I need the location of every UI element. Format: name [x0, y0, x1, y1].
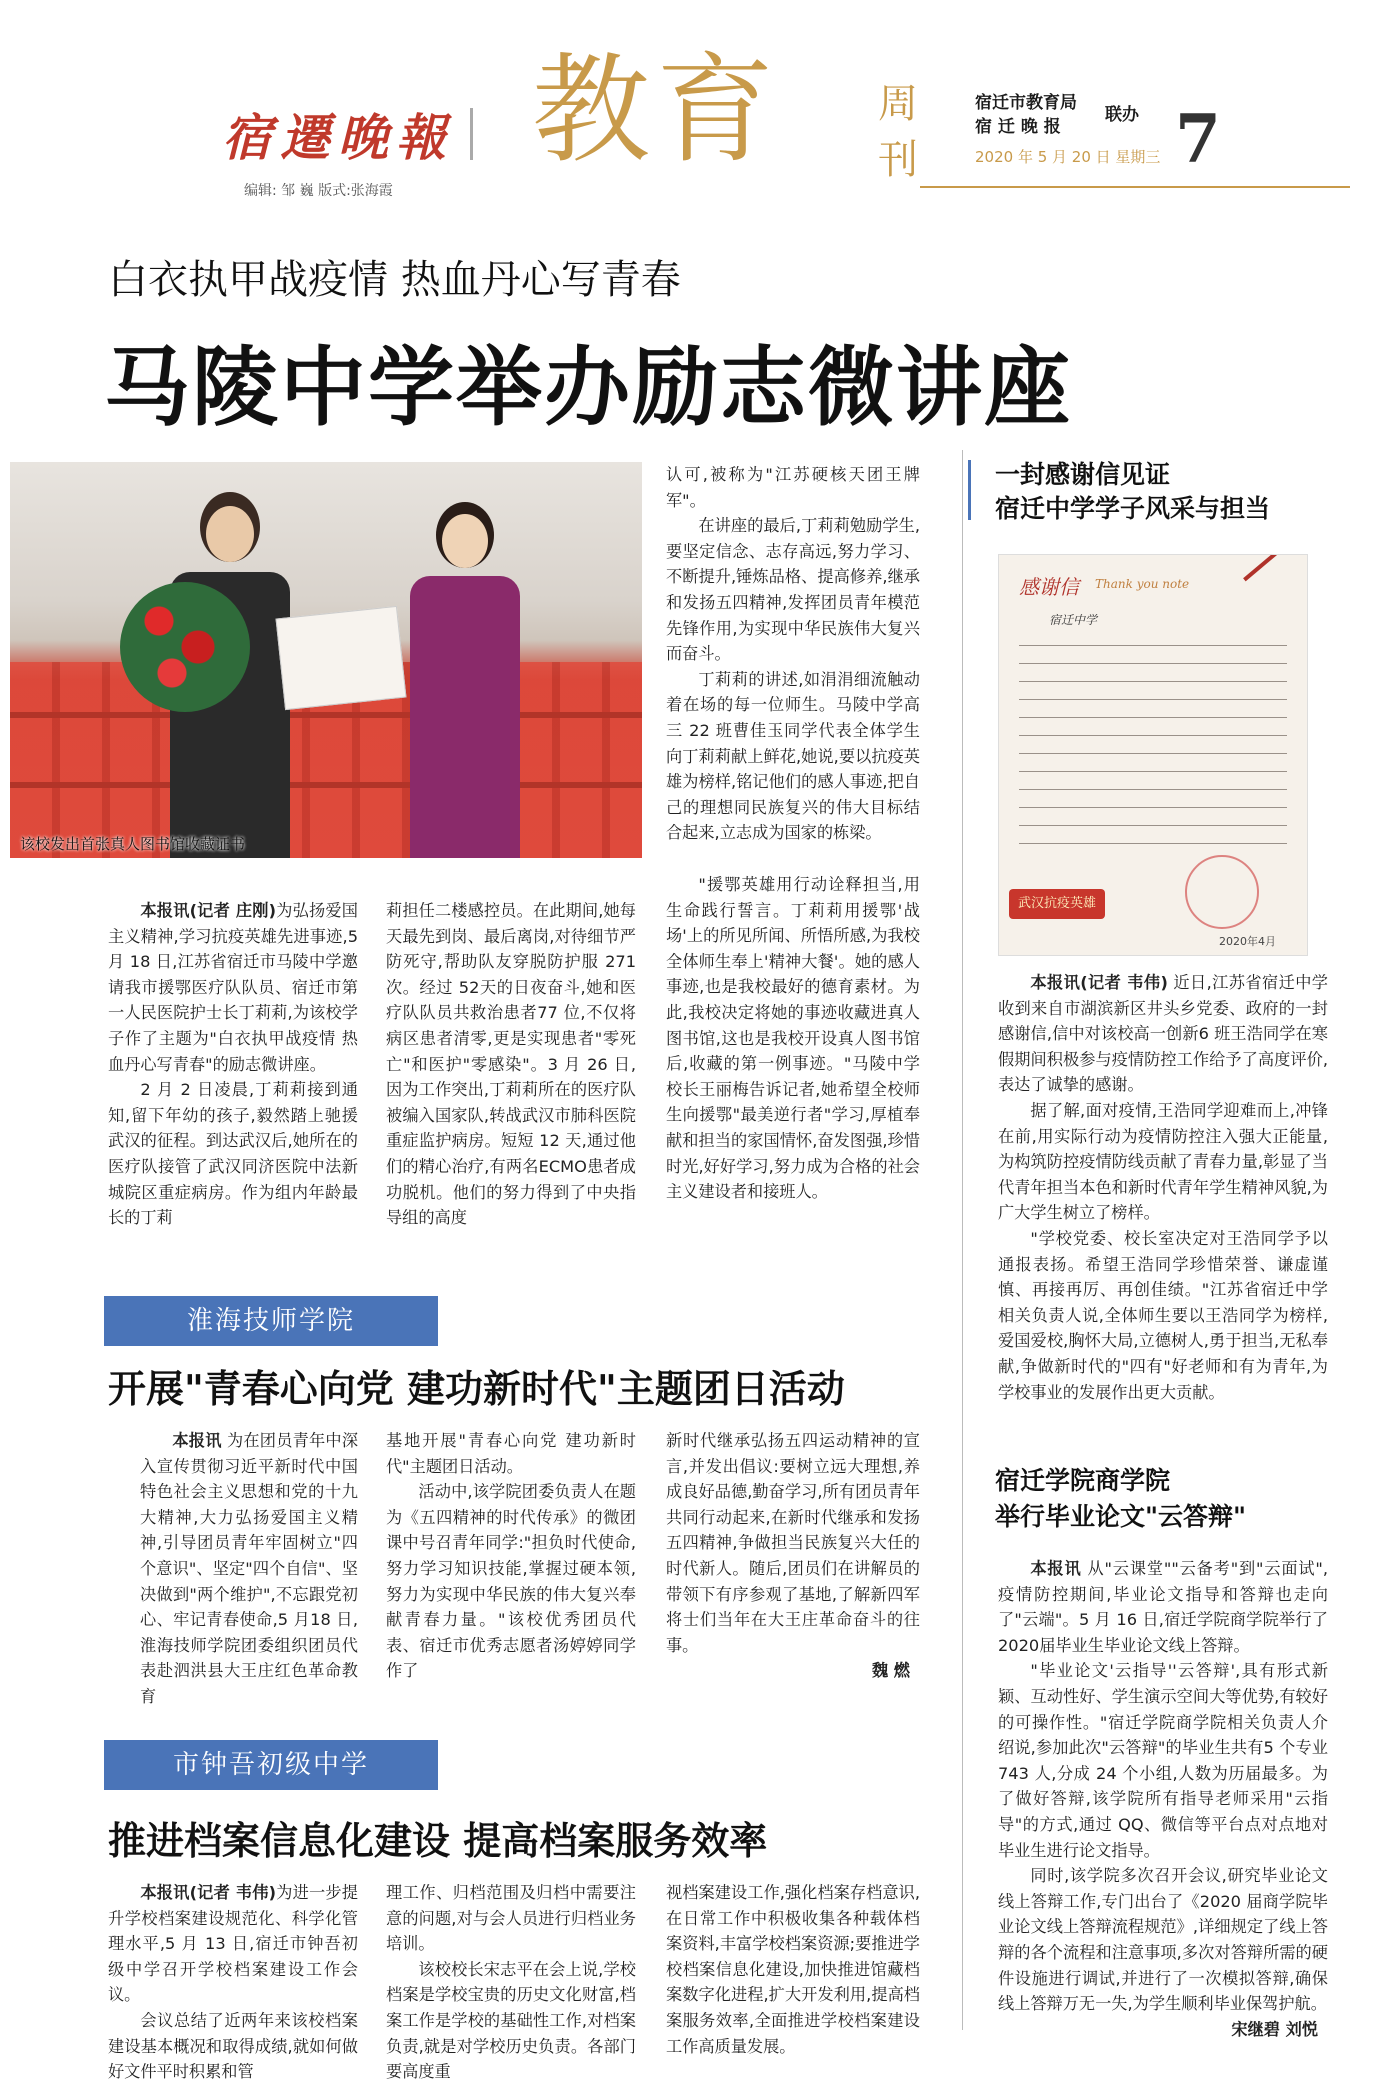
story2-col-3-p1: 新时代继承弘扬五四运动精神的宣言,并发出倡议:要树立远大理想,养成良好品德,勤奋学习,所有团员青年共同行动起来,在新时代继承和发扬五四精神,争做担当民族复兴大任的时代新人。随后,团员们在讲解员的带领下有序参观了基地,了解新四军将士们当年在大王庄革命奋斗的往事。	[666, 1431, 920, 1655]
letter-heading-en: Thank you note	[1095, 577, 1190, 591]
story3-col-3-p1: 视档案建设工作,强化档案存档意识,在日常工作中积极收集各种载体档案资料,丰富学校档案资源;要推进学校档案信息化建设,加快推进馆藏档案数字化进程,扩大开发利用,提高档案服务效率,全面推进学校档案建设工作高质量发展。	[666, 1883, 920, 2056]
lead-col-1-p2: 2 月 2 日凌晨,丁莉莉接到通知,留下年幼的孩子,毅然踏上驰援武汉的征程。到达武汉后,她所在的医疗队接管了武汉同济医院中法新城院区重症病房。作为组内年龄最长的丁莉	[108, 1080, 358, 1228]
story2-col-1-p1: 本报讯 为在团员青年中深入宣传贯彻习近平新时代中国特色社会主义思想和党的十九大精神,大力弘扬爱国主义精神,引导团员青年牢固树立"四个意识"、坚定"四个自信"、坚决做到"两个维护",不忘跟党初心、牢记青春使命,5 月18 日,淮海技师学院团委组织团员代表赴泗洪县大王庄红色革命教育	[140, 1431, 359, 1706]
lead-col-2-p1: 莉担任二楼感控员。在此期间,她每天最先到岗、最后离岗,对待细节严防死守,帮助队友穿脱防护服 271 次。经过 52天的日夜奋斗,她和医疗队队员共救治患者77 位,不仅将病区患者清零,更是实现患者"零死亡"和医护"零感染"。3 月 26 日,因为工作突出,丁莉莉所在的医疗队被编入国家队,转战武汉市肺科医院重症监护病房。短短 12 天,通过他们的精心治疗,有两名ECMO患者成功脱机。他们的努力得到了中央指导组的高度	[386, 901, 636, 1228]
section-subtitle-1: 周	[878, 81, 918, 127]
sidebar1-body	[998, 970, 1328, 1405]
lead-col-1	[108, 898, 358, 1231]
letter-stamp	[1185, 855, 1259, 929]
sidebar1-p2: 据了解,面对疫情,王浩同学迎难而上,冲锋在前,用实际行动为疫情防控注入强大正能量,为构筑防控疫情防线贡献了青春力量,彰显了当代青年担当本色和新时代青年学生精神风貌,为广大学生树立了榜样。	[998, 1100, 1328, 1223]
sidebar2-title-1: 宿迁学院商学院	[995, 1466, 1171, 1495]
lead-col-right-p3: 丁莉莉的讲述,如涓涓细流触动着在场的每一位师生。马陵中学高三 22 班曹佳玉同学代表全体学生向丁莉莉献上鲜花,她说,要以抗疫英雄为榜样,铭记他们的感人事迹,把自己的理想同民族复兴的伟大目标结合起来,立志成为国家的栋梁。	[666, 669, 920, 843]
sidebar1-title-1: 一封感谢信见证	[995, 460, 1171, 489]
issue-date: 2020 年 5 月 20 日 星期三	[975, 148, 1161, 166]
lead-col-right-p2: 在讲座的最后,丁莉莉勉励学生,要坚定信念、志存高远,努力学习、不断提升,锤炼品格、提高修养,继承和发扬五四精神,发挥团员青年模范先锋作用,为实现中华民族伟大复兴而奋斗。	[666, 516, 920, 664]
story2-col-2-p1: 基地开展"青春心向党 建功新时代"主题团日活动。	[386, 1431, 636, 1476]
letter-seal: 武汉抗疫英雄	[1009, 889, 1105, 919]
newspaper-logo: 宿遷晚報	[222, 108, 454, 167]
story2-section-bar: 淮海技师学院	[104, 1296, 438, 1346]
editor-credits: 编辑: 邹 巍 版式:张海霞	[244, 183, 393, 199]
letter-heading: 感谢信	[1019, 575, 1079, 599]
lead-byline: 本报讯(记者 庄刚)	[140, 901, 277, 920]
masthead-divider	[470, 108, 473, 160]
story3-col-2-p1: 理工作、归档范围及归档中需要注意的问题,对与会人员进行归档业务培训。	[386, 1883, 636, 1954]
story3-col-3	[666, 1880, 920, 2059]
story2-col-3	[666, 1428, 920, 1684]
sidebar1-p1: 本报讯(记者 韦伟) 近日,江苏省宿迁中学收到来自市湖滨新区井头乡党委、政府的一封感谢信,信中对该校高一创新6 班王浩同学在寒假期间积极参与疫情防控工作给予了高度评价,表达了诚挚的感谢。	[998, 973, 1328, 1095]
section-title: 教育	[532, 41, 781, 179]
sidebar1-title-2: 宿迁中学学子风采与担当	[995, 494, 1271, 523]
story3-col-1-p2: 会议总结了近两年来该校档案建设基本概况和取得成绩,就如何做好文件平时积累和管	[108, 2010, 358, 2082]
lead-col-3	[666, 872, 920, 1205]
masthead-rule	[920, 186, 1350, 188]
lead-col-2	[386, 898, 636, 1231]
story3-col-1-p1: 本报讯(记者 韦伟)为进一步提升学校档案建设规范化、科学化管理水平,5 月 13 日,宿迁市钟吾初级中学召开学校档案建设工作会议。	[108, 1883, 358, 2005]
section-subtitle-2: 刊	[878, 137, 918, 183]
certificate	[276, 606, 407, 710]
sidebar1-title-marker	[968, 460, 971, 520]
thank-you-letter-image	[998, 554, 1308, 956]
sidebar2-p2: "毕业论文'云指导''云答辩',具有形式新颖、互动性好、学生演示空间大等优势,有较好的可操作性。"宿迁学院商学院相关负责人介绍说,参加此次"云答辩"的毕业生共有5 个专业 743 人,分成 24 个小组,人数为历届最多。为了做好答辩,该学院所有指导老师采用"云指导"的方式,通过 QQ、微信等平台点对点地对毕业生进行论文指导。	[998, 1661, 1328, 1860]
story2-col-2-p2: 活动中,该学院团委负责人在题为《五四精神的时代传承》的微团课中号召青年同学:"担负时代使命,努力学习知识技能,掌握过硬本领,努力为实现中华民族的伟大复兴奉献青春力量。"该校优秀团员代表、宿迁市优秀志愿者汤婷婷同学作了	[386, 1482, 636, 1681]
story2-col-1	[140, 1428, 358, 1710]
lead-col-1-p1: 本报讯(记者 庄刚)为弘扬爱国主义精神,学习抗疫英雄先进事迹,5 月 18 日,江苏省宿迁市马陵中学邀请我市援鄂医疗队队员、宿迁市第一人民医院护士长丁莉莉,为该校学子作了主题为"白衣执甲战疫情 热血丹心写青春"的励志微讲座。	[108, 901, 358, 1074]
letter-text-lines	[1019, 635, 1287, 855]
publisher-2: 宿 迁 晚 报	[975, 117, 1061, 137]
lead-col-3-p1: "援鄂英雄用行动诠释担当,用生命践行誓言。丁莉莉用援鄂'战场'上的所见所闻、所悟所感,为我校全体师生奉上'精神大餐'。她的感人事迹,也是我校最好的德育素材。为此,我校决定将她的事迹收藏进真人图书馆,这也是我校开设真人图书馆后,收藏的第一例事迹。"马陵中学校长王丽梅告诉记者,她希望全校师生向援鄂"最美逆行者"学习,厚植奉献和担当的家国情怀,奋发图强,珍惜时光,好好学习,努力成为合格的社会主义建设者和接班人。	[666, 875, 920, 1202]
sidebar2-p1: 本报讯 从"云课堂""云备考"到"云面试",疫情防控期间,毕业论文指导和答辩也走向了"云端"。5 月 16 日,宿迁学院商学院举行了2020届毕业生毕业论文线上答辩。	[998, 1559, 1328, 1655]
joint-label: 联办	[1105, 105, 1139, 125]
lead-headline: 马陵中学举办励志微讲座	[104, 337, 1072, 438]
story2-headline: 开展"青春心向党 建功新时代"主题团日活动	[108, 1366, 845, 1411]
sidebar2-title-2: 举行毕业论文"云答辩"	[995, 1502, 1247, 1531]
page-number: 7	[1175, 100, 1221, 178]
lead-col-right-p1: 认可,被称为"江苏硬核天团王牌军"。	[666, 465, 920, 510]
story3-col-1	[108, 1880, 358, 2085]
letter-recipient: 宿迁中学	[1049, 613, 1098, 627]
story2-byline: 魏 燃	[871, 1661, 910, 1681]
story2-col-2	[386, 1428, 636, 1684]
story3-headline: 推进档案信息化建设 提高档案服务效率	[108, 1818, 768, 1863]
letter-date: 2020年4月	[1219, 935, 1276, 948]
story3-section-bar: 市钟吾初级中学	[104, 1740, 438, 1790]
sidebar2-body	[998, 1556, 1328, 2042]
sidebar2-p3: 同时,该学院多次召开会议,研究毕业论文线上答辩工作,专门出台了《2020 届商学院毕业论文线上答辩流程规范》,详细规定了线上答辩的各个流程和注意事项,多次对答辩所需的硬件设施进行调试,并进行了一次模拟答辩,确保线上答辩万无一失,为学生顺利毕业保驾护航。	[998, 1866, 1328, 2014]
pen-icon	[1243, 554, 1281, 581]
lead-photo	[10, 462, 642, 858]
lead-kicker: 白衣执甲战疫情 热血丹心写青春	[108, 257, 681, 303]
publisher-1: 宿迁市教育局	[975, 93, 1077, 113]
photo-caption: 该校发出首张真人图书馆收藏证书	[20, 835, 246, 853]
sidebar2-byline: 宋继碧 刘悦	[1231, 2019, 1318, 2039]
story3-col-2	[386, 1880, 636, 2085]
person-right	[400, 502, 530, 858]
sidebar1-p3: "学校党委、校长室决定对王浩同学予以通报表扬。希望王浩同学珍惜荣誉、谦虚谨慎、再接再厉、再创佳绩。"江苏省宿迁中学相关负责人说,全体师生要以王浩同学为榜样,爱国爱校,胸怀大局,立德树人,勇于担当,无私奉献,争做新时代的"四有"好老师和有为青年,为学校事业的发展作出更大贡献。	[998, 1228, 1328, 1402]
story3-col-2-p2: 该校校长宋志平在会上说,学校档案是学校宝贵的历史文化财富,档案工作是学校的基础性工作,对档案负责,就是对学校历史负责。各部门要高度重	[386, 1959, 636, 2082]
lead-col-right	[666, 462, 920, 846]
bouquet	[120, 582, 250, 712]
sidebar-divider	[962, 450, 963, 2030]
